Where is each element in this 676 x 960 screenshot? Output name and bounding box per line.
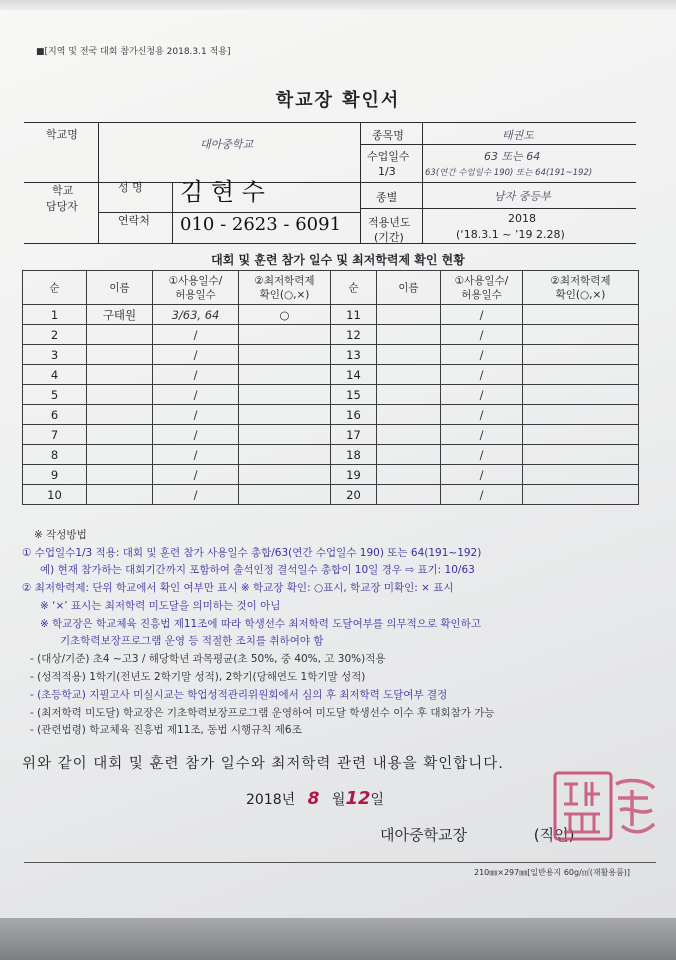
- date-day-unit: 일: [370, 792, 385, 808]
- cell-days: /: [441, 325, 523, 345]
- cell-no: 13: [331, 345, 377, 365]
- cell-name: [377, 425, 441, 445]
- rule: [24, 243, 636, 244]
- cell-check: [239, 365, 331, 385]
- name-value-handwritten: 김 현 수: [180, 178, 265, 206]
- cell-check: [523, 405, 639, 425]
- cell-no: 12: [331, 325, 377, 345]
- note-1b: 예) 현재 참가하는 대회기간까지 포함하여 출석인정 결석일수 총합이 10일 경우 ⇨ 표기: 10/63: [40, 564, 475, 576]
- header-name: 이름: [377, 271, 441, 305]
- cell-no: 9: [23, 465, 87, 485]
- header-check: [523, 271, 639, 305]
- cell-name: [377, 305, 441, 325]
- cell-name: [87, 365, 153, 385]
- cell-days: /: [441, 445, 523, 465]
- table-row: [23, 405, 639, 425]
- date-month-handwritten: 8: [307, 789, 320, 809]
- cell-name: [377, 385, 441, 405]
- rule: [360, 208, 636, 209]
- cell-days: /: [153, 405, 239, 425]
- cell-days: /: [153, 445, 239, 465]
- cell-days: /: [153, 425, 239, 445]
- note-8: - (최저학력 미도달) 학교장은 기초학력보장프로그램 운영하여 미도달 학생선수 이수 후 대회참가 가능: [30, 707, 495, 719]
- principal-title: 대아중학교장: [380, 826, 467, 844]
- info-table: [24, 122, 636, 244]
- rule: [360, 182, 636, 183]
- cell-days: /: [153, 385, 239, 405]
- cell-check: [239, 325, 331, 345]
- days-value: 63 또는 64: [484, 150, 541, 163]
- cell-no: 18: [331, 445, 377, 465]
- header-check-1: ②최저학력제: [550, 274, 611, 287]
- school-label: 학교명: [46, 128, 78, 141]
- contact-label: 학교: [52, 184, 74, 197]
- cell-name: [377, 465, 441, 485]
- table-row: [23, 425, 639, 445]
- table-row: [23, 305, 639, 325]
- cell-days: /: [441, 345, 523, 365]
- cell-name: 구태원: [87, 305, 153, 325]
- table-row: [23, 385, 639, 405]
- date-year: 2018년: [246, 792, 296, 808]
- rule: [422, 122, 423, 244]
- principal-signature-line: [380, 824, 574, 845]
- cell-days: /: [441, 465, 523, 485]
- table-row: [23, 365, 639, 385]
- days-value-detail: 63(연간 수업일수 190) 또는 64(191~192): [425, 168, 593, 178]
- cell-check: [239, 485, 331, 505]
- cell-name: [87, 385, 153, 405]
- note-9: - (관련법령) 학교체육 진흥법 제11조, 동법 시행규칙 제6조: [30, 724, 302, 736]
- year-label: 적용년도: [368, 216, 411, 229]
- cell-check: [523, 325, 639, 345]
- cell-check: [239, 425, 331, 445]
- cell-days: /: [153, 485, 239, 505]
- header-days: [153, 271, 239, 305]
- cell-name: [377, 405, 441, 425]
- table-row: [23, 445, 639, 465]
- date-day-handwritten: 12: [345, 788, 371, 809]
- seal-stamp-icon: [608, 776, 662, 842]
- cell-name: [87, 345, 153, 365]
- note-1a: ① 수업일수1/3 적용: 대회 및 훈련 참가 사용일수 총합/63(연간 수업일수 190) 또는 64(191~192): [22, 547, 482, 559]
- cell-check: [523, 425, 639, 445]
- header-days-1: ①사용일수/: [168, 274, 223, 287]
- cell-check: ○: [239, 305, 331, 325]
- rule: [360, 144, 636, 145]
- cell-name: [87, 445, 153, 465]
- cell-no: 11: [331, 305, 377, 325]
- cell-days: /: [441, 365, 523, 385]
- rule: [98, 122, 99, 244]
- cell-days: /: [441, 405, 523, 425]
- header-no: 순: [331, 271, 377, 305]
- cell-no: 8: [23, 445, 87, 465]
- cell-check: [239, 385, 331, 405]
- table-row: [23, 465, 639, 485]
- cell-check: [239, 345, 331, 365]
- event-value: 태권도: [502, 129, 534, 142]
- cell-check: [523, 445, 639, 465]
- days-label-fraction: 1/3: [378, 165, 396, 178]
- date-month-unit: 월: [331, 792, 346, 808]
- note-2: ② 최저학력제: 단위 학교에서 확인 여부만 표시 ※ 학교장 확인: ○표시, 학교장 미확인: × 표시: [22, 582, 454, 594]
- cell-check: [523, 385, 639, 405]
- cell-check: [523, 345, 639, 365]
- name-label: 성 명: [118, 181, 143, 194]
- cell-days: /: [153, 365, 239, 385]
- header-days-1: ①사용일수/: [454, 274, 509, 287]
- note-7: - (초등학교) 지필고사 미실시교는 학업성적관리위원회에서 심의 후 최저학력 도달여부 결정: [30, 689, 448, 701]
- cell-check: [523, 485, 639, 505]
- header-name: 이름: [87, 271, 153, 305]
- cell-name: [87, 485, 153, 505]
- table-row: [23, 485, 639, 505]
- official-seal-icon: [552, 770, 614, 842]
- cell-no: 10: [23, 485, 87, 505]
- cell-no: 16: [331, 405, 377, 425]
- cell-no: 14: [331, 365, 377, 385]
- cell-no: 20: [331, 485, 377, 505]
- cell-days: /: [153, 345, 239, 365]
- header-check-1: ②최저학력제: [254, 274, 315, 287]
- cell-check: [523, 465, 639, 485]
- header-check: [239, 271, 331, 305]
- seal-note: (직인): [533, 826, 575, 844]
- cell-no: 7: [23, 425, 87, 445]
- table-header-row: [23, 271, 639, 305]
- school-value: 대아중학교: [200, 138, 254, 151]
- cell-check: [523, 365, 639, 385]
- cell-days: /: [441, 425, 523, 445]
- header-check-2: 확인(○,×): [259, 288, 310, 301]
- header-check-2: 확인(○,×): [555, 288, 606, 301]
- cell-check: [523, 305, 639, 325]
- cell-days: /: [441, 385, 523, 405]
- cell-check: [239, 465, 331, 485]
- cell-check: [239, 405, 331, 425]
- event-label: 종목명: [372, 129, 404, 142]
- paper-spec: 210㎜×297㎜[일반용지 60g/㎡(재활용품)]: [474, 868, 631, 877]
- cell-no: 1: [23, 305, 87, 325]
- cell-name: [377, 345, 441, 365]
- cell-days: /: [441, 305, 523, 325]
- confirmation-statement: 위와 같이 대회 및 훈련 참가 일수와 최저학력 관련 내용을 확인합니다.: [22, 756, 504, 772]
- cell-days: /: [441, 485, 523, 505]
- participation-table: [22, 270, 639, 505]
- cell-check: [239, 445, 331, 465]
- days-label: 수업일수: [367, 150, 410, 163]
- notes-heading: ※ 작성방법: [34, 529, 87, 541]
- contact-label-2: 담당자: [46, 200, 78, 213]
- year-period: (‘18.3.1 ~ ’19 2.28): [456, 228, 565, 241]
- year-label-2: (기간): [374, 231, 404, 244]
- cell-name: [377, 485, 441, 505]
- cell-name: [87, 405, 153, 425]
- cell-name: [87, 325, 153, 345]
- cell-no: 19: [331, 465, 377, 485]
- cell-no: 15: [331, 385, 377, 405]
- form-header: ■[지역 및 전국 대회 참가신청용 2018.3.1 적용]: [36, 47, 231, 57]
- header-days-2: 허용일수: [461, 288, 502, 301]
- table-row: [23, 345, 639, 365]
- header-days: [441, 271, 523, 305]
- cell-no: 4: [23, 365, 87, 385]
- cell-name: [87, 425, 153, 445]
- rule: [24, 122, 636, 123]
- phone-label: 연락처: [118, 214, 150, 227]
- year-value: 2018: [508, 212, 536, 225]
- table-row: [23, 325, 639, 345]
- cell-no: 2: [23, 325, 87, 345]
- status-section-title: 대회 및 훈련 참가 일수 및 최저학력제 확인 현황: [211, 253, 465, 267]
- cell-no: 3: [23, 345, 87, 365]
- header-no: 순: [23, 271, 87, 305]
- rule: [360, 122, 361, 244]
- cell-no: 17: [331, 425, 377, 445]
- cell-days: /: [153, 465, 239, 485]
- note-5: - (대상/기준) 초4 ~고3 / 해당학년 과목평균(초 50%, 중 40%, 고 30%)적용: [30, 653, 386, 665]
- paper-top-edge: [0, 0, 676, 10]
- cell-name: [87, 465, 153, 485]
- rule: [172, 182, 173, 244]
- header-days-2: 허용일수: [175, 288, 216, 301]
- note-4a: ※ 학교장은 학교체육 진흥법 제11조에 따라 학생선수 최저학력 도달여부를 의무적으로 확인하고: [40, 618, 481, 630]
- issue-date: [246, 788, 384, 809]
- cell-name: [377, 365, 441, 385]
- category-label: 종별: [376, 191, 398, 204]
- note-3: ※ ‘×’ 표시는 최저학력 미도달을 의미하는 것이 아님: [40, 600, 281, 612]
- phone-value-handwritten: 010 - 2623 - 6091: [180, 214, 342, 235]
- cell-days: /: [153, 325, 239, 345]
- cell-no: 6: [23, 405, 87, 425]
- cell-no: 5: [23, 385, 87, 405]
- document-title: 학교장 확인서: [275, 90, 401, 111]
- cell-name: [377, 325, 441, 345]
- cell-name: [377, 445, 441, 465]
- category-value: 남자 중등부: [494, 190, 551, 203]
- cell-days: 3/63, 64: [153, 305, 239, 325]
- note-6: - (성적적용) 1학기(전년도 2학기말 성적), 2학기(당해연도 1학기말 성적): [30, 671, 366, 683]
- footer-rule: [24, 862, 656, 863]
- note-4b: 기초학력보장프로그램 운영 등 적절한 조치를 취하여야 함: [60, 635, 324, 647]
- background-surface: [0, 918, 676, 960]
